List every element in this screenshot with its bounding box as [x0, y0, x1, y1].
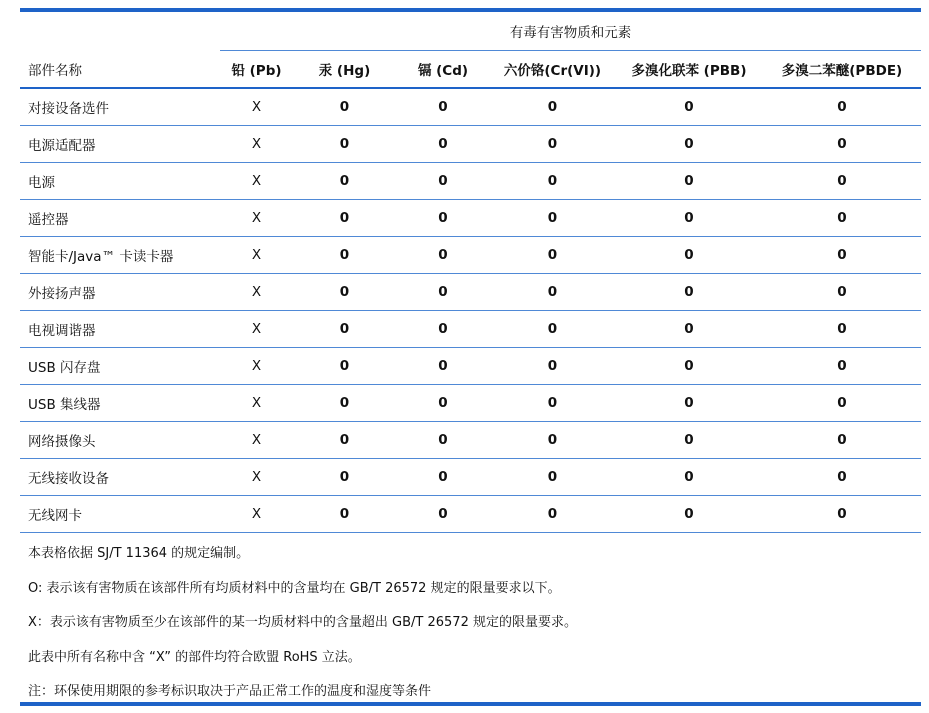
group-header: 有毒有害物质和元素 [220, 12, 921, 51]
table-row [20, 163, 921, 200]
part-name-cell: 外接扬声器 [20, 274, 220, 311]
substance-value-cell: 0 [763, 163, 921, 200]
substance-value-cell: 0 [293, 459, 396, 496]
substance-value-cell: 0 [293, 385, 396, 422]
substance-value-cell: 0 [615, 422, 763, 459]
footnote: X：表示该有害物质至少在该部件的某一均质材料中的含量超出 GB/T 26572 规定的限量要求。 [28, 615, 577, 630]
substance-value-cell: 0 [293, 237, 396, 274]
substance-value-cell: 0 [396, 385, 490, 422]
substance-value-cell: 0 [293, 348, 396, 385]
part-name-cell: USB 集线器 [20, 385, 220, 422]
notes [20, 537, 921, 710]
substance-value-cell: 0 [396, 88, 490, 126]
substance-value-cell: 0 [615, 163, 763, 200]
part-name-cell: 无线网卡 [20, 496, 220, 533]
part-name-cell: 遥控器 [20, 200, 220, 237]
substance-value-cell: 0 [396, 274, 490, 311]
group-header-blank [20, 12, 220, 51]
substance-value-cell: 0 [615, 88, 763, 126]
table-row [20, 274, 921, 311]
substance-value-cell: 0 [763, 237, 921, 274]
substance-value-cell: X [220, 311, 293, 348]
column-header-part-name: 部件名称 [20, 51, 220, 89]
part-name-cell: USB 闪存盘 [20, 348, 220, 385]
substance-value-cell: 0 [615, 496, 763, 533]
substance-value-cell: X [220, 126, 293, 163]
substance-value-cell: 0 [615, 385, 763, 422]
part-name-cell: 对接设备选件 [20, 88, 220, 126]
substance-value-cell: 0 [490, 422, 615, 459]
substance-value-cell: 0 [490, 126, 615, 163]
substance-value-cell: 0 [293, 126, 396, 163]
substance-value-cell: 0 [490, 274, 615, 311]
substance-value-cell: 0 [293, 88, 396, 126]
substance-value-cell: 0 [490, 200, 615, 237]
footnote: 本表格依据 SJ/T 11364 的规定编制。 [28, 546, 250, 561]
substance-value-cell: 0 [396, 200, 490, 237]
table-row [20, 311, 921, 348]
column-header-pbde: 多溴二苯醚(PBDE) [763, 51, 921, 89]
substance-value-cell: 0 [490, 163, 615, 200]
hazardous-substances-document [20, 8, 921, 710]
substance-value-cell: 0 [293, 200, 396, 237]
substance-value-cell: X [220, 237, 293, 274]
group-header-row [20, 12, 921, 51]
substance-value-cell: 0 [763, 311, 921, 348]
table-row [20, 385, 921, 422]
substance-value-cell: 0 [763, 459, 921, 496]
substance-value-cell: X [220, 274, 293, 311]
hazardous-substances-table [20, 12, 921, 533]
substance-value-cell: 0 [763, 88, 921, 126]
part-name-cell: 电视调谐器 [20, 311, 220, 348]
table-row [20, 88, 921, 126]
substance-value-cell: 0 [490, 459, 615, 496]
part-name-cell: 电源适配器 [20, 126, 220, 163]
part-name-cell: 无线接收设备 [20, 459, 220, 496]
substance-value-cell: 0 [763, 385, 921, 422]
table-row [20, 348, 921, 385]
table-row [20, 126, 921, 163]
substance-value-cell: 0 [293, 163, 396, 200]
substance-value-cell: 0 [763, 496, 921, 533]
table-row [20, 422, 921, 459]
table-row [20, 496, 921, 533]
substance-value-cell: X [220, 88, 293, 126]
substance-value-cell: 0 [490, 385, 615, 422]
substance-value-cell: 0 [490, 88, 615, 126]
substance-value-cell: X [220, 459, 293, 496]
substance-value-cell: 0 [615, 274, 763, 311]
bottom-rule [20, 702, 921, 706]
substance-value-cell: 0 [763, 200, 921, 237]
part-name-cell: 智能卡/Java™ 卡读卡器 [20, 237, 220, 274]
substance-value-cell: 0 [293, 311, 396, 348]
substance-value-cell: 0 [615, 348, 763, 385]
substance-value-cell: 0 [615, 126, 763, 163]
substance-value-cell: 0 [763, 348, 921, 385]
substance-value-cell: 0 [396, 422, 490, 459]
substance-value-cell: 0 [490, 237, 615, 274]
substance-value-cell: 0 [763, 422, 921, 459]
substance-value-cell: 0 [293, 422, 396, 459]
substance-value-cell: 0 [490, 496, 615, 533]
substance-value-cell: 0 [615, 237, 763, 274]
footnote: 注：环保使用期限的参考标识取决于产品正常工作的温度和湿度等条件 [28, 684, 432, 699]
substance-value-cell: X [220, 163, 293, 200]
footnote: 此表中所有名称中含 “X” 的部件均符合欧盟 RoHS 立法。 [28, 649, 361, 665]
substance-value-cell: 0 [615, 311, 763, 348]
part-name-cell: 电源 [20, 163, 220, 200]
substance-value-cell: X [220, 348, 293, 385]
table-body [20, 88, 921, 533]
table-row [20, 237, 921, 274]
column-header-cd: 镉 (Cd) [396, 51, 490, 89]
substance-value-cell: 0 [396, 348, 490, 385]
substance-value-cell: 0 [763, 274, 921, 311]
table-row [20, 200, 921, 237]
substance-value-cell: 0 [490, 311, 615, 348]
column-header-cr6: 六价铬(Cr(VI)) [490, 51, 615, 89]
substance-value-cell: 0 [615, 200, 763, 237]
column-header-pb: 铅 (Pb) [220, 51, 293, 89]
substance-value-cell: X [220, 200, 293, 237]
substance-value-cell: 0 [396, 163, 490, 200]
substance-value-cell: 0 [293, 496, 396, 533]
substance-value-cell: X [220, 496, 293, 533]
substance-value-cell: 0 [490, 348, 615, 385]
table-row [20, 459, 921, 496]
column-header-pbb: 多溴化联苯 (PBB) [615, 51, 763, 89]
substance-value-cell: 0 [396, 496, 490, 533]
substance-value-cell: 0 [396, 126, 490, 163]
substance-value-cell: X [220, 385, 293, 422]
column-header-hg: 汞 (Hg) [293, 51, 396, 89]
column-header-row [20, 51, 921, 89]
substance-value-cell: 0 [763, 126, 921, 163]
substance-value-cell: 0 [396, 459, 490, 496]
substance-value-cell: 0 [396, 237, 490, 274]
substance-value-cell: 0 [293, 274, 396, 311]
substance-value-cell: 0 [396, 311, 490, 348]
footnote: O: 表示该有害物质在该部件所有均质材料中的含量均在 GB/T 26572 规定的限量要求以下。 [28, 580, 561, 596]
part-name-cell: 网络摄像头 [20, 422, 220, 459]
substance-value-cell: X [220, 422, 293, 459]
substance-value-cell: 0 [615, 459, 763, 496]
